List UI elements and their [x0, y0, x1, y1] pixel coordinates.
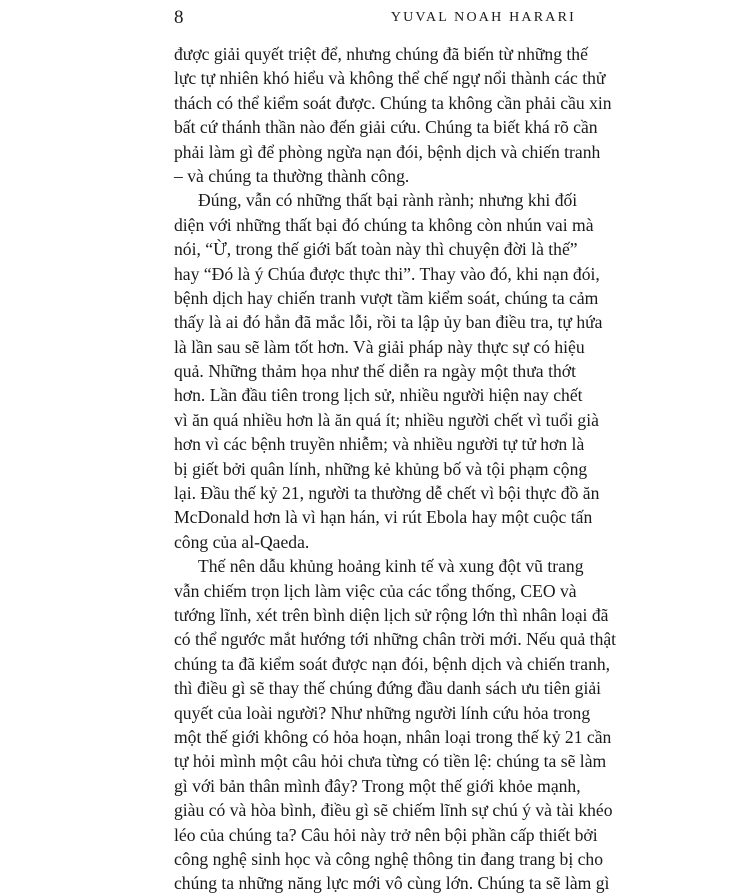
text-line: gì với bản thân mình đây? Trong một thế giới khỏe mạnh, [174, 775, 581, 796]
text-line: là lần sau sẽ làm tốt hơn. Và giải pháp này thực sự có hiệu [174, 336, 585, 357]
text-line: chúng ta đã kiểm soát được nạn đói, bệnh dịch và chiến tranh, [174, 653, 611, 674]
text-line: Đúng, vẫn có những thất bại rành rành; nhưng khi đối [198, 190, 578, 211]
text-line: diện với những thất bại đó chúng ta không còn nhún vai mà [174, 214, 594, 235]
text-line: tự hỏi mình một câu hỏi chưa từng có tiền lệ: chúng ta sẽ làm [174, 751, 607, 772]
text-line: lực tự nhiên khó hiểu và không thể chế ngự nổi thành các thử [174, 68, 606, 89]
text-line: giàu có và hòa bình, điều gì sẽ chiếm lĩnh sự chú ý và tài khéo [174, 800, 613, 821]
text-line: hơn vì các bệnh truyền nhiễm; và nhiều người tự tử hơn là [174, 434, 585, 455]
paragraph [174, 554, 617, 895]
text-line: công của al-Qaeda. [174, 531, 310, 552]
text-line: hơn. Lần đầu tiên trong lịch sử, nhiều người hiện nay chết [174, 385, 583, 406]
text-line: bệnh dịch hay chiến tranh vượt tầm kiểm soát, chúng ta cảm [174, 287, 599, 308]
text-line: vẫn chiếm trọn lịch làm việc của các tổng thống, CEO và [174, 580, 577, 601]
text-line: thách có thể kiểm soát được. Chúng ta không cần phải cầu xin [174, 92, 612, 113]
text-line: hay “Đó là ý Chúa được thực thi”. Thay vào đó, khi nạn đói, [174, 263, 600, 284]
text-line: vì ăn quá nhiều hơn là ăn quá ít; nhiều người chết vì tuổi già [174, 409, 599, 430]
text-line: bất cứ thánh thần nào đến giải cứu. Chúng ta biết khá rõ cần [174, 117, 598, 138]
text-line: bị giết bởi quân lính, những kẻ khủng bố và tội phạm cộng [174, 458, 588, 479]
text-line: có thể ngước mắt hướng tới những chân trời mới. Nếu quả thật [174, 629, 617, 650]
text-line: tướng lĩnh, xét trên bình diện lịch sử rộng lớn thì nhân loại đã [174, 604, 609, 625]
text-line: Thế nên dẫu khủng hoảng kinh tế và xung đột vũ trang [198, 556, 584, 577]
text-line: được giải quyết triệt để, nhưng chúng đã biến từ những thế [174, 44, 588, 64]
text-line: một thế giới không có hỏa hoạn, nhân loại trong thế kỷ 21 cần [174, 726, 612, 747]
body-text [174, 42, 617, 896]
text-line: thấy là ai đó hẳn đã mắc lỗi, rồi ta lập ủy ban điều tra, tự hứa [174, 312, 603, 333]
paragraph [174, 188, 603, 554]
page-number: 8 [174, 7, 184, 28]
text-line: lại. Đầu thế kỷ 21, người ta thường dễ chết vì bội thực đồ ăn [174, 483, 600, 504]
text-line: – và chúng ta thường thành công. [174, 165, 410, 186]
text-line: nói, “Ừ, trong thế giới bất toàn này thì chuyện đời là thế” [174, 239, 578, 260]
paragraph [174, 42, 612, 188]
text-line: phải làm gì để phòng ngừa nạn đói, bệnh dịch và chiến tranh [174, 141, 601, 162]
text-line: McDonald hơn là vì hạn hán, vi rút Ebola hay một cuộc tấn [174, 507, 593, 528]
text-line: quyết của loài người? Như những người lính cứu hỏa trong [174, 702, 591, 723]
running-head: YUVAL NOAH HARARI [390, 10, 576, 25]
text-line: công nghệ sinh học và công nghệ thông tin đang trang bị cho [174, 848, 604, 869]
text-line: chúng ta những năng lực mới vô cùng lớn. Chúng ta sẽ làm gì [174, 873, 610, 894]
text-line: quả. Những thảm họa như thế diễn ra ngày một thưa thớt [174, 361, 576, 382]
text-line: léo của chúng ta? Câu hỏi này trở nên bội phần cấp thiết bởi [174, 824, 598, 845]
text-line: thì điều gì sẽ thay thế chúng đứng đầu danh sách ưu tiên giải [174, 678, 602, 699]
